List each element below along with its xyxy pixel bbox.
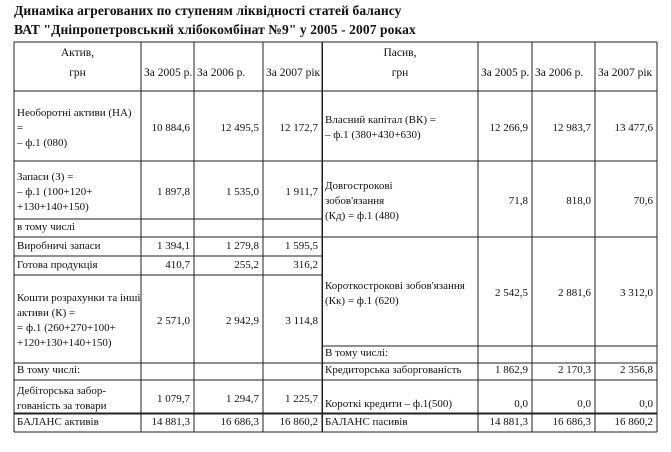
assets-col-2006: За 2006 р. — [197, 67, 246, 79]
assets-value-2005: 14 881,3 — [151, 416, 190, 428]
liabilities-row-label: Кредиторська заборгованість — [325, 364, 462, 376]
assets-row-label: +130+140+150) — [17, 200, 89, 213]
liabilities-row-label: Довгострокові — [325, 179, 393, 192]
assets-row-label: – ф.1 (100+120+ — [17, 185, 93, 198]
assets-row-label: Запаси (З) = — [17, 170, 74, 183]
assets-row-label: Кошти розрахунки та інші — [17, 292, 141, 304]
liabilities-row-label: Короткі кредити – ф.1(500) — [325, 398, 453, 410]
assets-value-2007: 16 860,2 — [279, 416, 318, 428]
liabilities-row-label: зобов'язання — [325, 194, 385, 207]
liabilities-value-2007: 13 477,6 — [614, 121, 653, 134]
assets-row-label: в тому числі — [17, 221, 75, 233]
assets-value-2005: 1 897,8 — [157, 185, 190, 198]
assets-col-2007: За 2007 рік — [266, 67, 321, 79]
liabilities-value-2006: 16 686,3 — [552, 416, 591, 428]
liabilities-value-2006: 0,0 — [577, 398, 591, 410]
assets-row-label: = — [17, 121, 24, 134]
liabilities-value-2007: 3 312,0 — [620, 287, 653, 299]
assets-value-2006: 12 495,5 — [220, 121, 259, 134]
assets-row-label: БАЛАНС активів — [17, 416, 99, 428]
liabilities-col-2007: За 2007 рік — [598, 67, 653, 79]
liabilities-row-label: (Кк) = ф.1 (620) — [325, 294, 399, 307]
assets-value-2006: 1 294,7 — [226, 392, 259, 405]
assets-col-2005: За 2005 р. — [144, 67, 193, 79]
assets-row-label: В тому числі: — [17, 364, 81, 376]
assets-header-label: Актив, — [60, 47, 95, 59]
liabilities-value-2005: 12 266,9 — [489, 121, 528, 134]
assets-row-label: = ф.1 (260+270+100+ — [17, 322, 116, 334]
liabilities-header-label: Пасив, — [383, 47, 417, 59]
assets-row-label: Виробничі запаси — [17, 240, 101, 252]
liabilities-row-label: БАЛАНС пасивів — [325, 416, 408, 428]
assets-value-2005: 10 884,6 — [151, 121, 190, 134]
liabilities-value-2005: 71,8 — [508, 194, 528, 207]
assets-value-2007: 316,2 — [293, 259, 318, 271]
assets-value-2005: 1 394,1 — [157, 240, 190, 252]
assets-row-label: Необоротні активи (НА) — [17, 106, 132, 119]
liabilities-value-2007: 16 860,2 — [614, 416, 653, 428]
assets-value-2007: 1 225,7 — [285, 392, 318, 405]
assets-row-label: Дебіторська забор- — [17, 385, 107, 397]
assets-row-label: Готова продукція — [17, 259, 98, 271]
assets-value-2006: 1 279,8 — [226, 240, 259, 252]
liabilities-value-2005: 2 542,5 — [495, 287, 528, 299]
liabilities-header-unit: грн — [391, 67, 409, 79]
assets-value-2005: 2 571,0 — [157, 314, 190, 327]
liabilities-row-label: В тому числі: — [325, 347, 389, 359]
assets-value-2006: 1 535,0 — [226, 185, 259, 198]
liabilities-value-2006: 818,0 — [566, 194, 591, 207]
assets-row-label: гованість за товари — [17, 400, 107, 412]
liabilities-value-2007: 2 356,8 — [620, 364, 653, 376]
assets-value-2007: 1 595,5 — [285, 240, 318, 252]
liabilities-col-2005: За 2005 р. — [481, 67, 530, 79]
assets-value-2006: 255,2 — [234, 259, 259, 271]
liabilities-value-2007: 70,6 — [633, 194, 653, 207]
assets-value-2007: 12 172,7 — [279, 121, 318, 134]
assets-row-label: – ф.1 (080) — [17, 136, 68, 149]
assets-value-2007: 3 114,8 — [285, 314, 318, 327]
assets-header-unit: грн — [69, 67, 86, 79]
liabilities-value-2005: 0,0 — [514, 398, 528, 410]
assets-value-2005: 1 079,7 — [157, 392, 190, 405]
assets-value-2006: 16 686,3 — [220, 416, 259, 428]
assets-row-label: +120+130+140+150) — [17, 337, 112, 349]
assets-row-label: активи (К) = — [17, 307, 76, 319]
assets-value-2005: 410,7 — [165, 259, 190, 271]
document-title-line-2: ВАТ "Дніпропетровський хлібокомбінат №9" у 2005 - 2007 роках — [14, 22, 416, 37]
liabilities-row-label: – ф.1 (380+430+630) — [325, 129, 421, 141]
liabilities-row-label: Короткострокові зобов'язання — [325, 279, 465, 292]
assets-value-2006: 2 942,9 — [226, 314, 259, 327]
liabilities-value-2006: 12 983,7 — [552, 121, 591, 134]
liabilities-row-label: Власний капітал (ВК) = — [325, 114, 436, 126]
document-title-line-1: Динаміка агрегованих по ступеням ліквідності статей балансу — [14, 3, 402, 18]
liabilities-value-2005: 1 862,9 — [495, 364, 528, 376]
liabilities-value-2006: 2 881,6 — [558, 287, 591, 299]
liabilities-value-2007: 0,0 — [639, 398, 653, 410]
liabilities-row-label: (Кд) = ф.1 (480) — [325, 209, 399, 222]
liabilities-col-2006: За 2006 р. — [535, 67, 584, 79]
liabilities-value-2005: 14 881,3 — [489, 416, 528, 428]
assets-value-2007: 1 911,7 — [285, 185, 318, 198]
liabilities-value-2006: 2 170,3 — [558, 364, 591, 376]
